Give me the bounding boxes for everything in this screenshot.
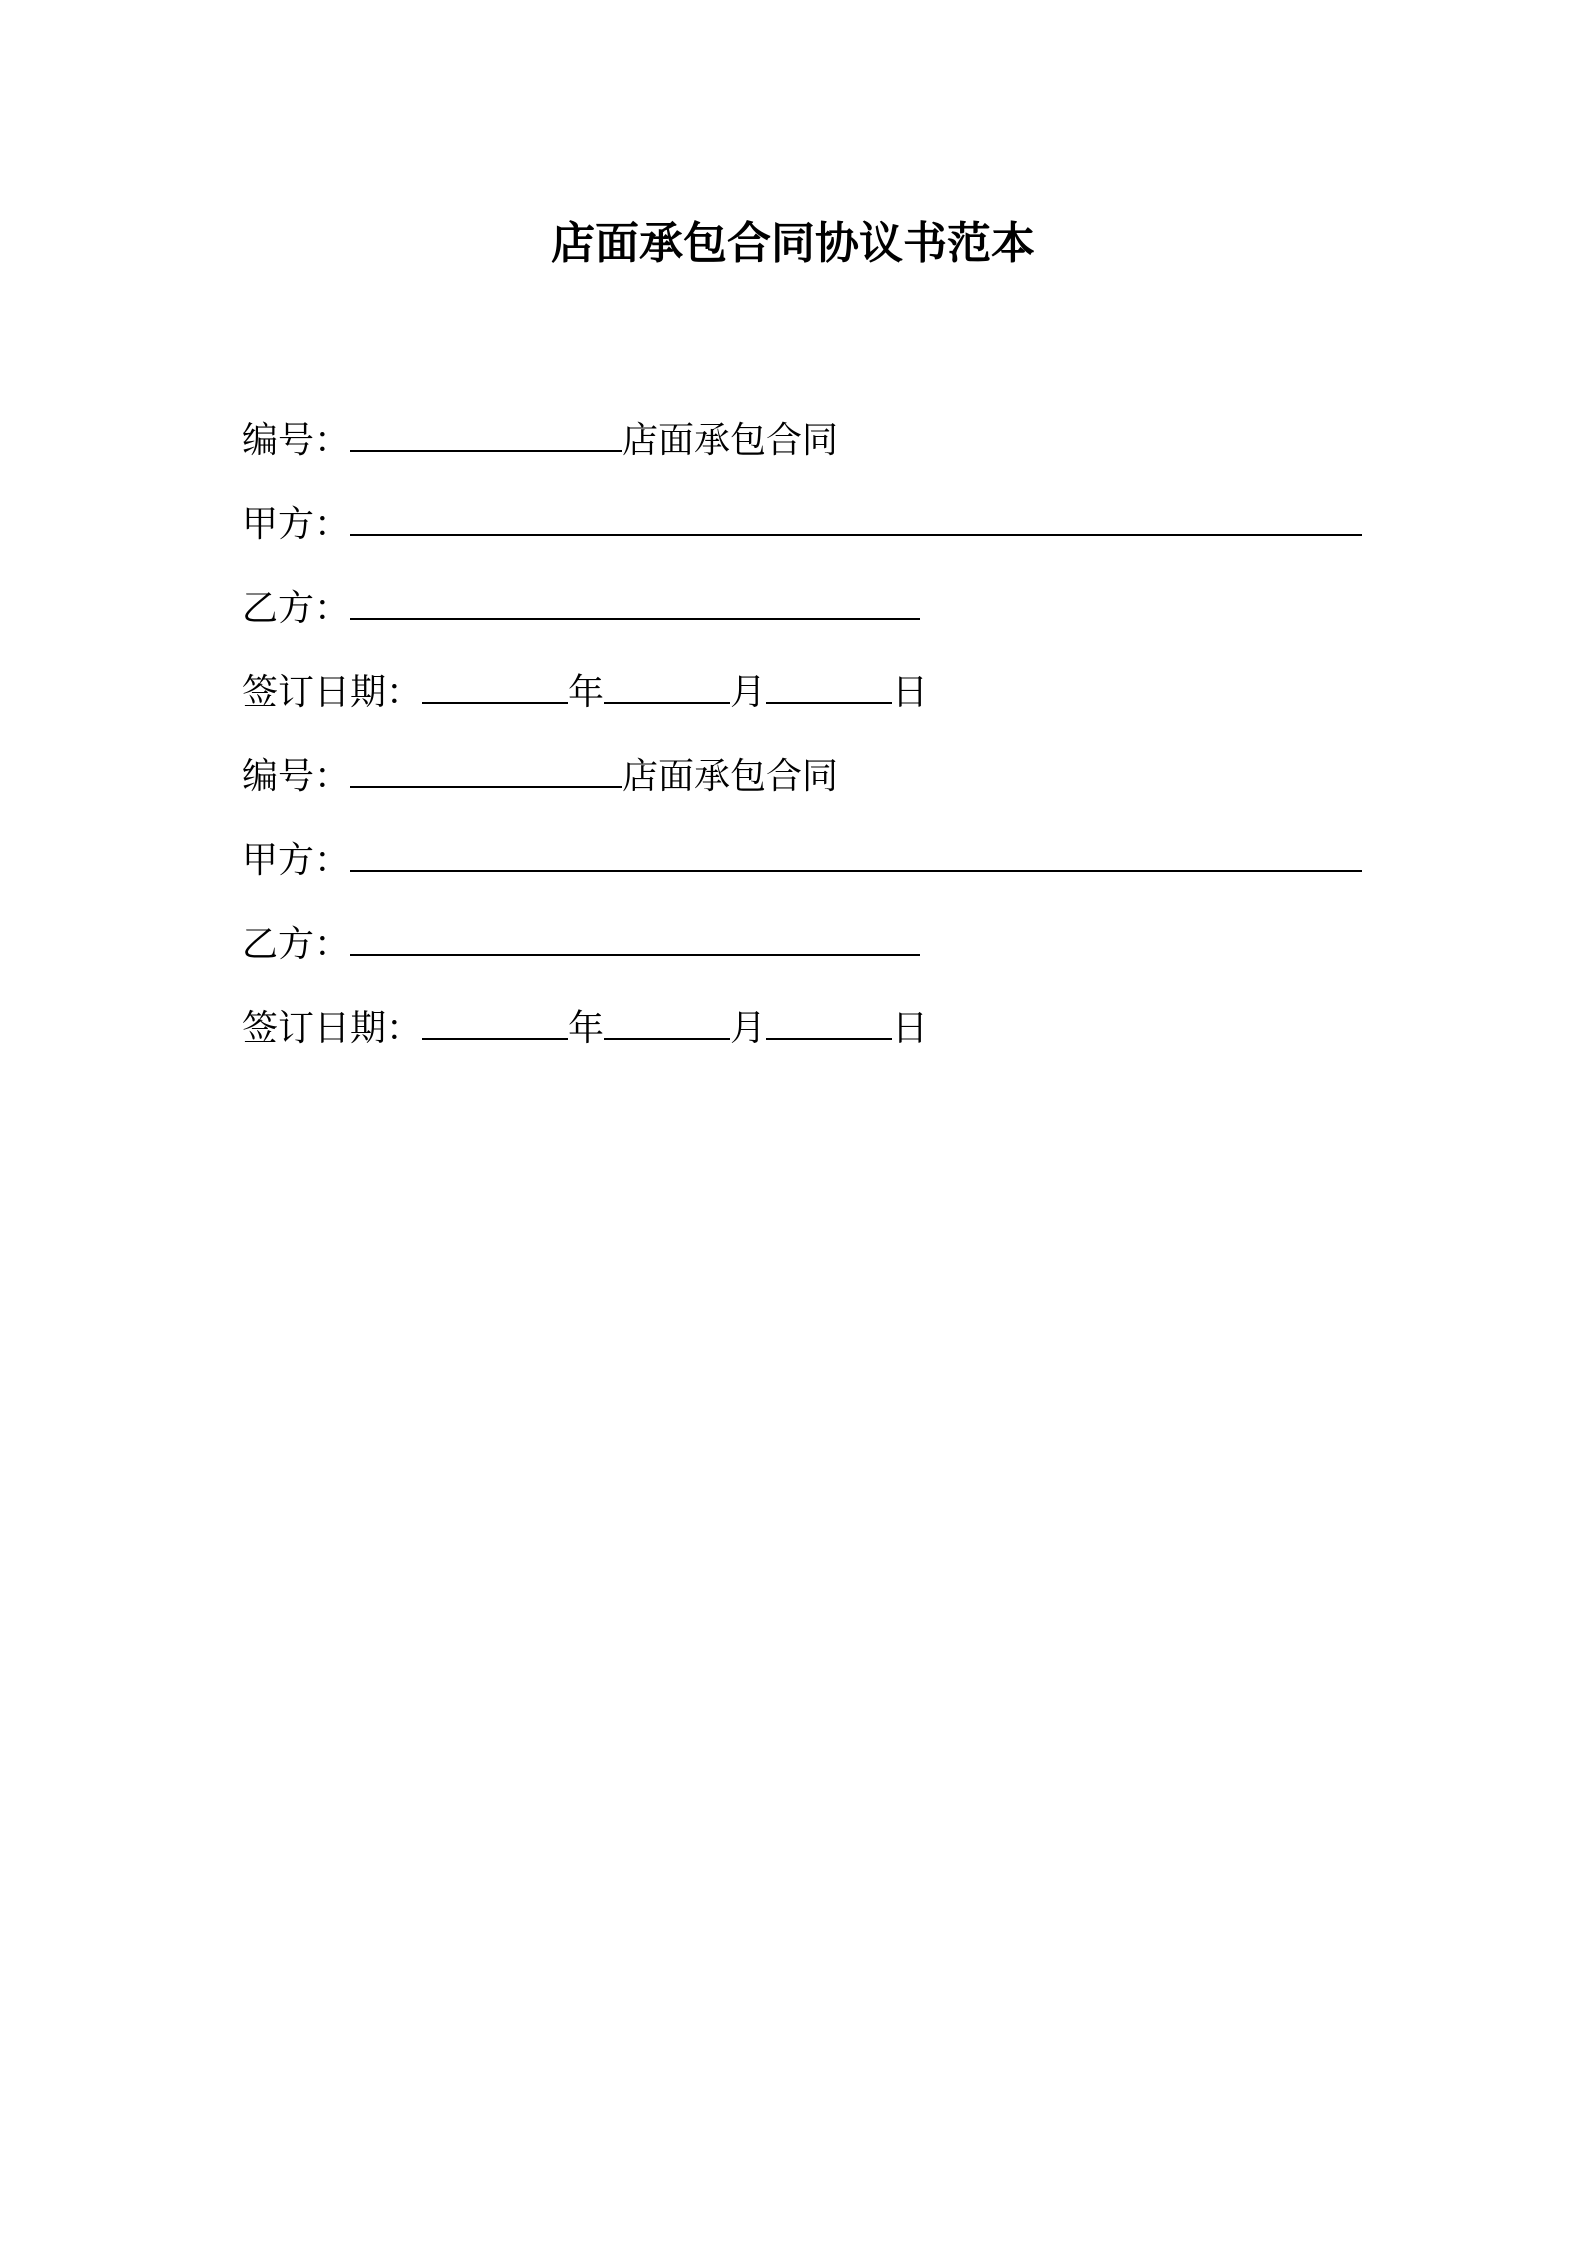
signing-date-label: 签订日期： [242,1008,423,1049]
party-b-label: 乙方： [242,588,351,629]
contract-number-suffix: 店面承包合同 [622,420,839,461]
contract-number-label: 编号： [242,420,351,461]
document-title: 店面承包合同协议书范本 [551,218,1035,269]
year-blank[interactable] [422,1000,568,1040]
contract-number-line [242,412,838,462]
party-a-line [242,496,1362,546]
party-a-line [242,832,1362,882]
year-label: 年 [568,1008,605,1049]
party-b-blank[interactable] [350,916,920,956]
day-label: 日 [892,1008,929,1049]
party-a-label: 甲方： [242,840,351,881]
signing-date-label: 签订日期： [242,672,423,713]
year-blank[interactable] [422,664,568,704]
month-blank[interactable] [604,1000,730,1040]
contract-number-label: 编号： [242,756,351,797]
day-blank[interactable] [766,664,892,704]
party-b-line [242,916,920,966]
contract-number-line [242,748,838,798]
party-a-blank[interactable] [350,496,1362,536]
signing-date-line [242,1000,928,1050]
day-label: 日 [892,672,929,713]
contract-number-blank[interactable] [350,412,622,452]
party-b-line [242,580,920,630]
contract-number-blank[interactable] [350,748,622,788]
party-a-label: 甲方： [242,504,351,545]
contract-number-suffix: 店面承包合同 [622,756,839,797]
month-blank[interactable] [604,664,730,704]
month-label: 月 [730,1008,767,1049]
signing-date-line [242,664,928,714]
year-label: 年 [568,672,605,713]
party-a-blank[interactable] [350,832,1362,872]
day-blank[interactable] [766,1000,892,1040]
party-b-blank[interactable] [350,580,920,620]
party-b-label: 乙方： [242,924,351,965]
month-label: 月 [730,672,767,713]
